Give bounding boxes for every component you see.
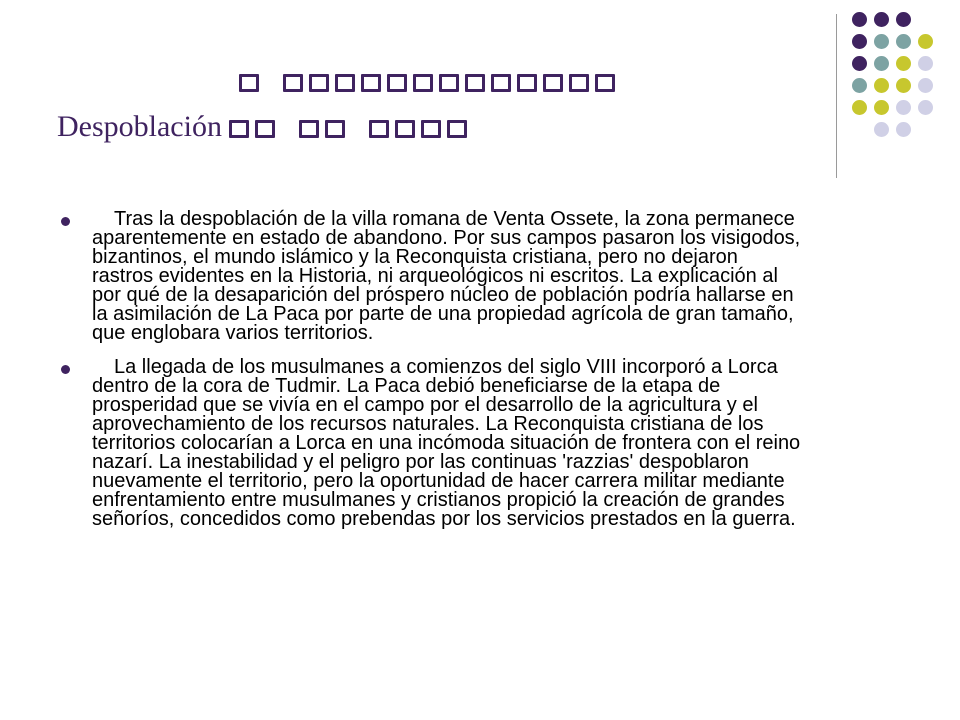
title-glyph-box [387, 74, 407, 92]
title-glyph-box [421, 120, 441, 138]
title-glyph-box [465, 74, 485, 92]
decorative-dot [896, 78, 911, 93]
decorative-dot [896, 56, 911, 71]
title-glyph-box [491, 74, 511, 92]
decorative-dot [918, 78, 933, 93]
title-glyph-box [543, 74, 563, 92]
slide-title [57, 58, 817, 150]
decorative-dot [852, 78, 867, 93]
decorative-dot [852, 12, 867, 27]
title-glyph-box [439, 74, 459, 92]
decorative-dot [896, 122, 911, 137]
title-glyph-box [309, 74, 329, 92]
title-missing-glyphs [229, 58, 621, 150]
title-glyph-box [229, 120, 249, 138]
bullet-list [59, 210, 909, 544]
title-glyph-box [395, 120, 415, 138]
title-glyph-box [335, 74, 355, 92]
title-glyph-box [517, 74, 537, 92]
title-glyph-box [325, 120, 345, 138]
decorative-dot [874, 122, 889, 137]
title-glyph-box [569, 74, 589, 92]
decorative-dot [852, 34, 867, 49]
bullet-text-1: Tras la despoblación de la villa romana de Venta Ossete, la zona permanece aparentemente en estado de abandono. Por sus campos pasaron los visigodos, bizantinos, el mundo islámico y la Reconquista cristiana, pero no dejaron rastros evidentes en la Historia, ni arqueológicos ni escritos. La explicación al por qué de la desaparición del próspero núcleo de población podría hallarse en la asimilación de La Paca por parte de una propiedad agrícola de gran tamaño, que englobara varios territorios. [92, 208, 801, 344]
vertical-divider [836, 14, 837, 178]
decorative-dot [918, 100, 933, 115]
decorative-dot [874, 56, 889, 71]
decorative-dot [896, 12, 911, 27]
bullet-item-2 [59, 358, 909, 529]
title-glyph-box [361, 74, 381, 92]
decorative-dot [896, 34, 911, 49]
bullet-icon [61, 365, 70, 374]
title-glyph-box [369, 120, 389, 138]
decorative-dot [918, 34, 933, 49]
decorative-dot [852, 56, 867, 71]
decorative-dot [874, 100, 889, 115]
title-glyph-box [447, 120, 467, 138]
title-glyph-box [413, 74, 433, 92]
decorative-dot [874, 12, 889, 27]
decorative-dot-grid [852, 12, 960, 162]
bullet-text-2: La llegada de los musulmanes a comienzos del siglo VIII incorporó a Lorca dentro de la cora de Tudmir. La Paca debió beneficiarse de la etapa de prosperidad que se vivía en el campo por el desarrollo de la agricultura y el aprovechamiento de los recursos naturales. La Reconquista cristiana de los territorios colocarían a Lorca en una incómoda situación de frontera con el reino nazarí. La inestabilidad y el peligro por las continuas 'razzias' despoblaron nuevamente el territorio, pero la oportunidad de hacer carrera militar mediante enfrentamiento entre musulmanes y cristianos propició la creación de grandes señoríos, concedidos como prebendas por los servicios prestados en la guerra. [92, 356, 801, 530]
decorative-dot [852, 100, 867, 115]
title-word: Despoblación [57, 110, 222, 143]
decorative-dot [874, 34, 889, 49]
decorative-dot [896, 100, 911, 115]
title-glyph-box [283, 74, 303, 92]
decorative-dot [918, 56, 933, 71]
title-glyph-box [255, 120, 275, 138]
bullet-item-1 [59, 210, 909, 343]
title-glyph-box [595, 74, 615, 92]
bullet-icon [61, 217, 70, 226]
title-glyph-box [299, 120, 319, 138]
title-glyph-box [239, 74, 259, 92]
decorative-dot [874, 78, 889, 93]
